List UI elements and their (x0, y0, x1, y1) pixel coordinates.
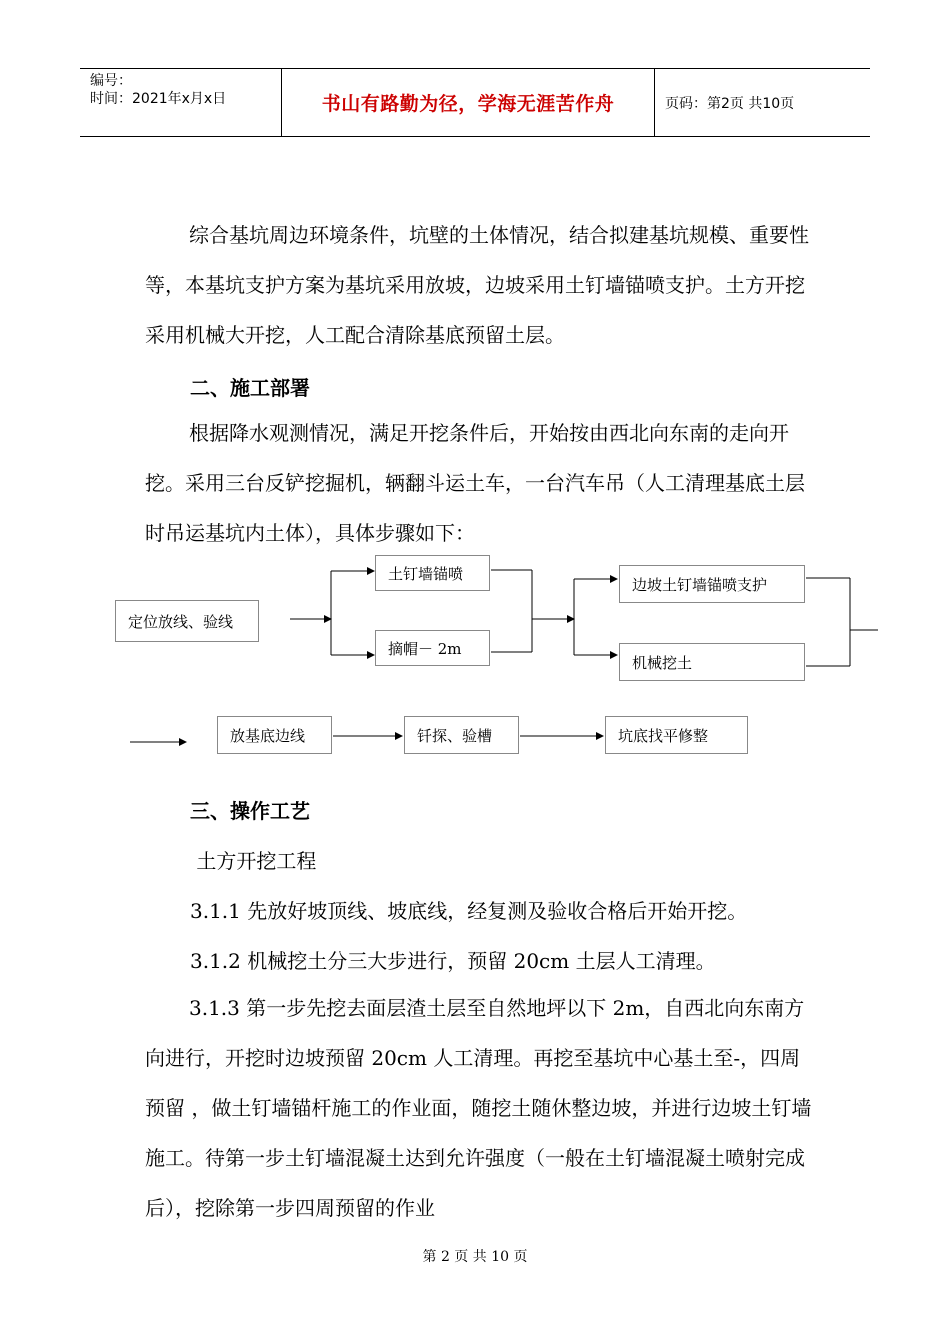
flow-box-slope-support: 边坡土钉墙锚喷支护 (619, 565, 805, 603)
time-label: 时间：2021年x月x日 (90, 91, 227, 107)
flow-box-nail-spray: 土钉墙锚喷 (375, 555, 490, 591)
item-3-1-2: 3.1.2 机械挖土分三大步进行，预留 20cm 土层人工清理。 (190, 949, 716, 973)
flow-box-level-trim: 坑底找平修整 (605, 716, 748, 754)
item-3-1-1: 3.1.1 先放好坡顶线、坡底线，经复测及验收合格后开始开挖。 (190, 899, 748, 923)
flow-box-start: 定位放线、验线 (115, 600, 259, 642)
section3-title: 三、操作工艺 (190, 799, 310, 823)
flow-box-machine-dig: 机械挖土 (619, 643, 805, 681)
page-info: 页码：第2页 共10页 (665, 95, 795, 112)
number-label: 编号： (90, 73, 132, 89)
flow-box-base-line: 放基底边线 (217, 716, 332, 754)
page-footer: 第 2 页 共 10 页 (422, 1249, 528, 1265)
item-3-1-3: 3.1.3 第一步先挖去面层渣土层至自然地坪以下 2m，自西北向东南方向进行，开挖时边坡预留 20cm 人工清理。再挖至基坑中心基土至-，四周预留 ，做土钉墙锚杆施工的作业面，随挖土随休整边坡，并进行边坡土钉墙施工。待第一步土钉墙混凝土达到允许强度（一般在土钉墙混凝土喷射完成后），挖除第一步四周预留的作业 (145, 996, 812, 1220)
flow-box-probe-check: 钎探、验槽 (404, 716, 519, 754)
flow-box-cap-removal: 摘帽－ 2m (375, 630, 490, 666)
section2-paragraph: 根据降水观测情况，满足开挖条件后，开始按由西北向东南的走向开挖。采用三台反铲挖掘机，辆翻斗运土车，一台汽车吊（人工清理基底土层时吊运基坑内土体），具体步骤如下： (145, 421, 805, 545)
section3-subtitle: 土方开挖工程 (190, 849, 317, 873)
intro-paragraph: 综合基坑周边环境条件，坑壁的土体情况，结合拟建基坑规模、重要性等，本基坑支护方案为基坑采用放坡，边坡采用土钉墙锚喷支护。土方开挖采用机械大开挖，人工配合清除基底预留土层。 (145, 223, 809, 347)
motto: 书山有路勤为径，学海无涯苦作舟 (321, 93, 615, 115)
section2-title: 二、施工部署 (190, 376, 310, 400)
